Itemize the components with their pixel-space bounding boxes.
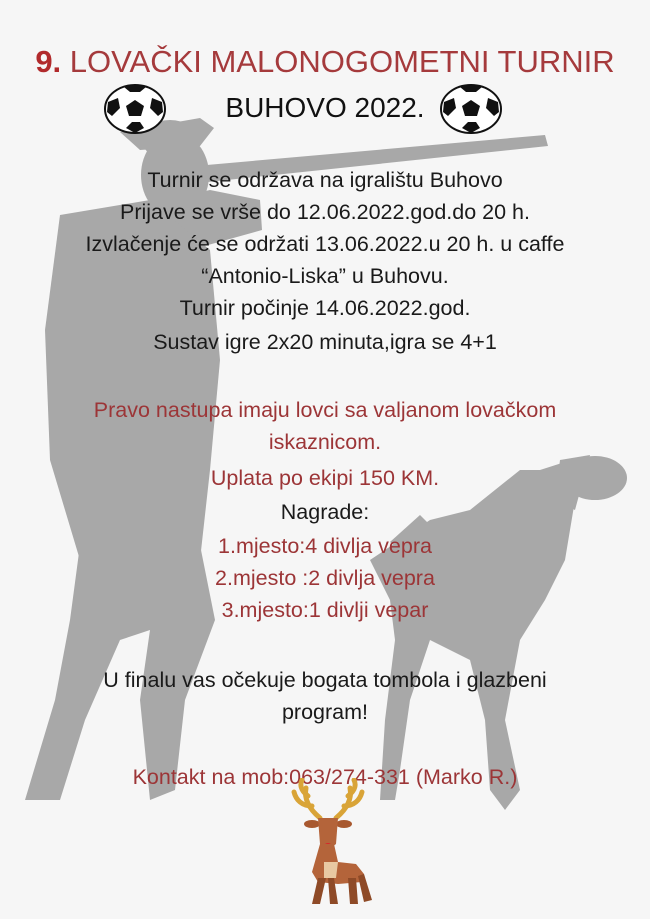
contact-info: Kontakt na mob:063/274-331 (Marko R.) bbox=[132, 765, 518, 789]
soccer-ball-icon bbox=[440, 84, 502, 134]
final-line: U finalu vas očekuje bogata tombola i glazbeni bbox=[103, 668, 547, 692]
info-line: Sustav igre 2x20 minuta,igra se 4+1 bbox=[153, 330, 497, 354]
prize-item: 2.mjesto :2 divlja vepra bbox=[215, 566, 435, 590]
info-line: Turnir počinje 14.06.2022.god. bbox=[179, 296, 471, 320]
rules-line: Pravo nastupa imaju lovci sa valjanom lovačkom bbox=[93, 398, 557, 422]
deer-icon bbox=[268, 778, 388, 908]
entry-fee: Uplata po ekipi 150 KM. bbox=[210, 466, 440, 490]
info-line: “Antonio-Liska” u Buhovu. bbox=[201, 264, 449, 288]
rules-line: iskaznicom. bbox=[268, 430, 382, 454]
prizes-heading: Nagrade: bbox=[280, 500, 370, 524]
page-subtitle: BUHOVO 2022. bbox=[225, 92, 425, 123]
info-line: Izvlačenje će se održati 13.06.2022.u 20 h. u caffe bbox=[85, 232, 565, 256]
page-title bbox=[0, 44, 650, 80]
prize-item: 3.mjesto:1 divlji vepar bbox=[221, 598, 429, 622]
prize-item: 1.mjesto:4 divlja vepra bbox=[218, 534, 432, 558]
title-text: LOVAČKI MALONOGOMETNI TURNIR bbox=[69, 44, 615, 79]
final-line: program! bbox=[281, 700, 369, 724]
title-number: 9. bbox=[35, 44, 62, 79]
info-line: Turnir se održava na igralištu Buhovo bbox=[147, 168, 503, 192]
info-line: Prijave se vrše do 12.06.2022.god.do 20 h. bbox=[120, 200, 530, 224]
